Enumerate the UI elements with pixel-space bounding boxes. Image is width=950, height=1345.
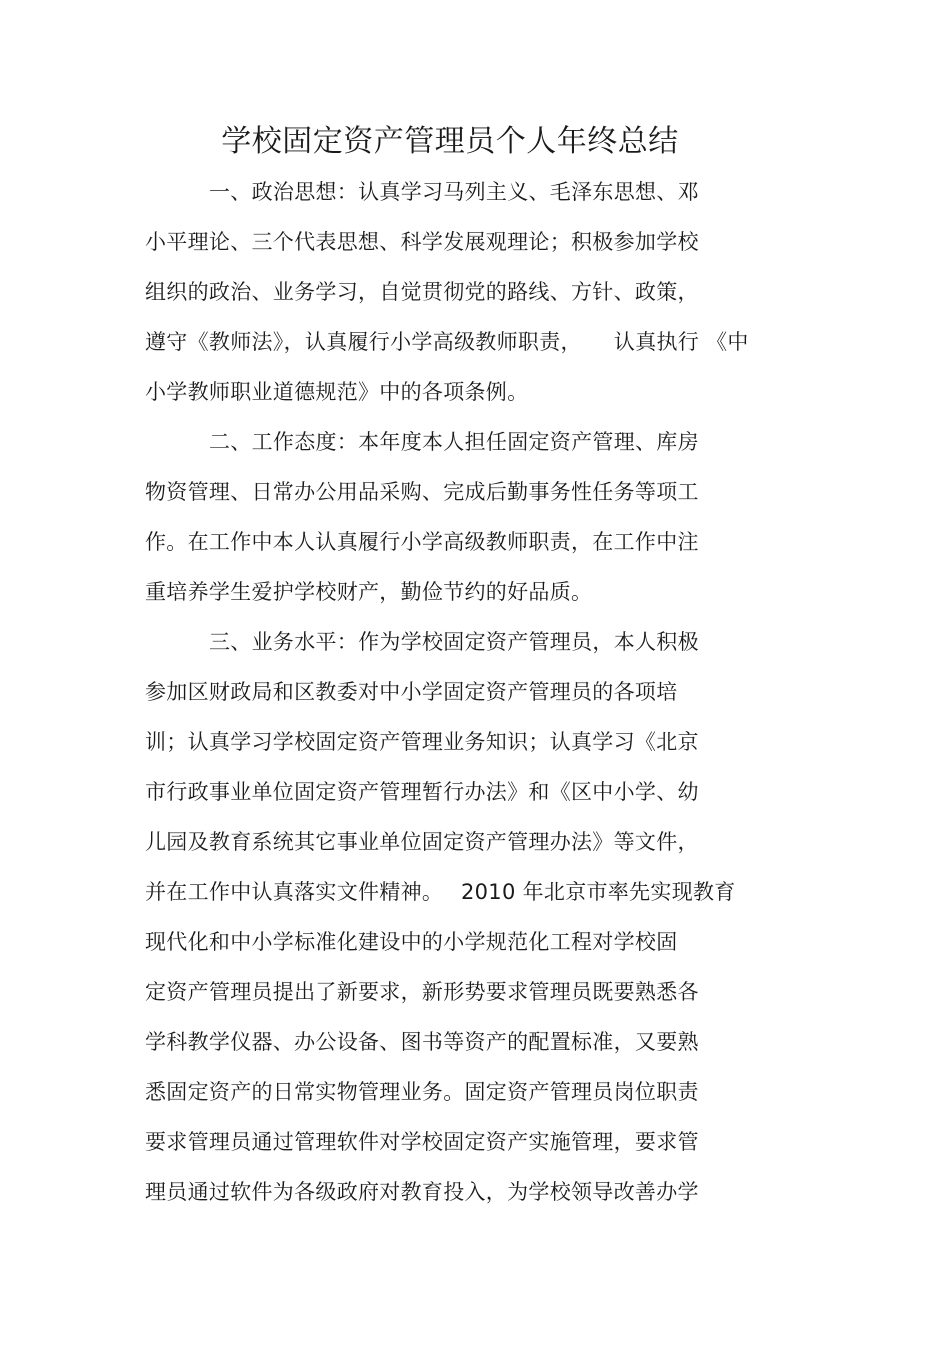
text-line: 理员通过软件为各级政府对教育投入，为学校领导改善办学	[145, 1180, 699, 1204]
text-line: 二、工作态度：本年度本人担任固定资产管理、库房	[209, 430, 699, 454]
text-line: 儿园及教育系统其它事业单位固定资产管理办法》等文件，	[145, 830, 699, 854]
text-line: 组织的政治、业务学习，自觉贯彻党的路线、方针、政策，	[145, 280, 699, 304]
text-line: 定资产管理员提出了新要求，新形势要求管理员既要熟悉各	[145, 980, 699, 1004]
text-line: 并在工作中认真落实文件精神。 2010 年北京市率先实现教育	[145, 880, 736, 904]
text-line: 一、政治思想：认真学习马列主义、毛泽东思想、邓	[209, 180, 699, 204]
text-line: 作。在工作中本人认真履行小学高级教师职责，在工作中注	[145, 530, 699, 554]
text-line: 悉固定资产的日常实物管理业务。固定资产管理员岗位职责	[145, 1080, 699, 1104]
text-line: 现代化和中小学标准化建设中的小学规范化工程对学校固	[145, 930, 678, 954]
text-line: 参加区财政局和区教委对中小学固定资产管理员的各项培	[145, 680, 678, 704]
text-line: 小平理论、三个代表思想、科学发展观理论；积极参加学校	[145, 230, 699, 254]
text-line: 重培养学生爱护学校财产，勤俭节约的好品质。	[145, 580, 593, 604]
text-line: 学科教学仪器、办公设备、图书等资产的配置标准，又要熟	[145, 1030, 699, 1054]
document-title: 学校固定资产管理员个人年终总结	[221, 124, 679, 159]
text-line: 市行政事业单位固定资产管理暂行办法》和《区中小学、幼	[145, 780, 699, 804]
text-line: 物资管理、日常办公用品采购、完成后勤事务性任务等项工	[145, 480, 699, 504]
text-line: 小学教师职业道德规范》中的各项条例。	[145, 380, 529, 404]
text-line: 训；认真学习学校固定资产管理业务知识；认真学习《北京	[145, 730, 699, 754]
text-line: 要求管理员通过管理软件对学校固定资产实施管理，要求管	[145, 1130, 699, 1154]
text-line: 三、业务水平：作为学校固定资产管理员，本人积极	[209, 630, 699, 654]
text-line: 遵守《教师法》，认真履行小学高级教师职责， 认真执行 《中	[145, 330, 749, 354]
